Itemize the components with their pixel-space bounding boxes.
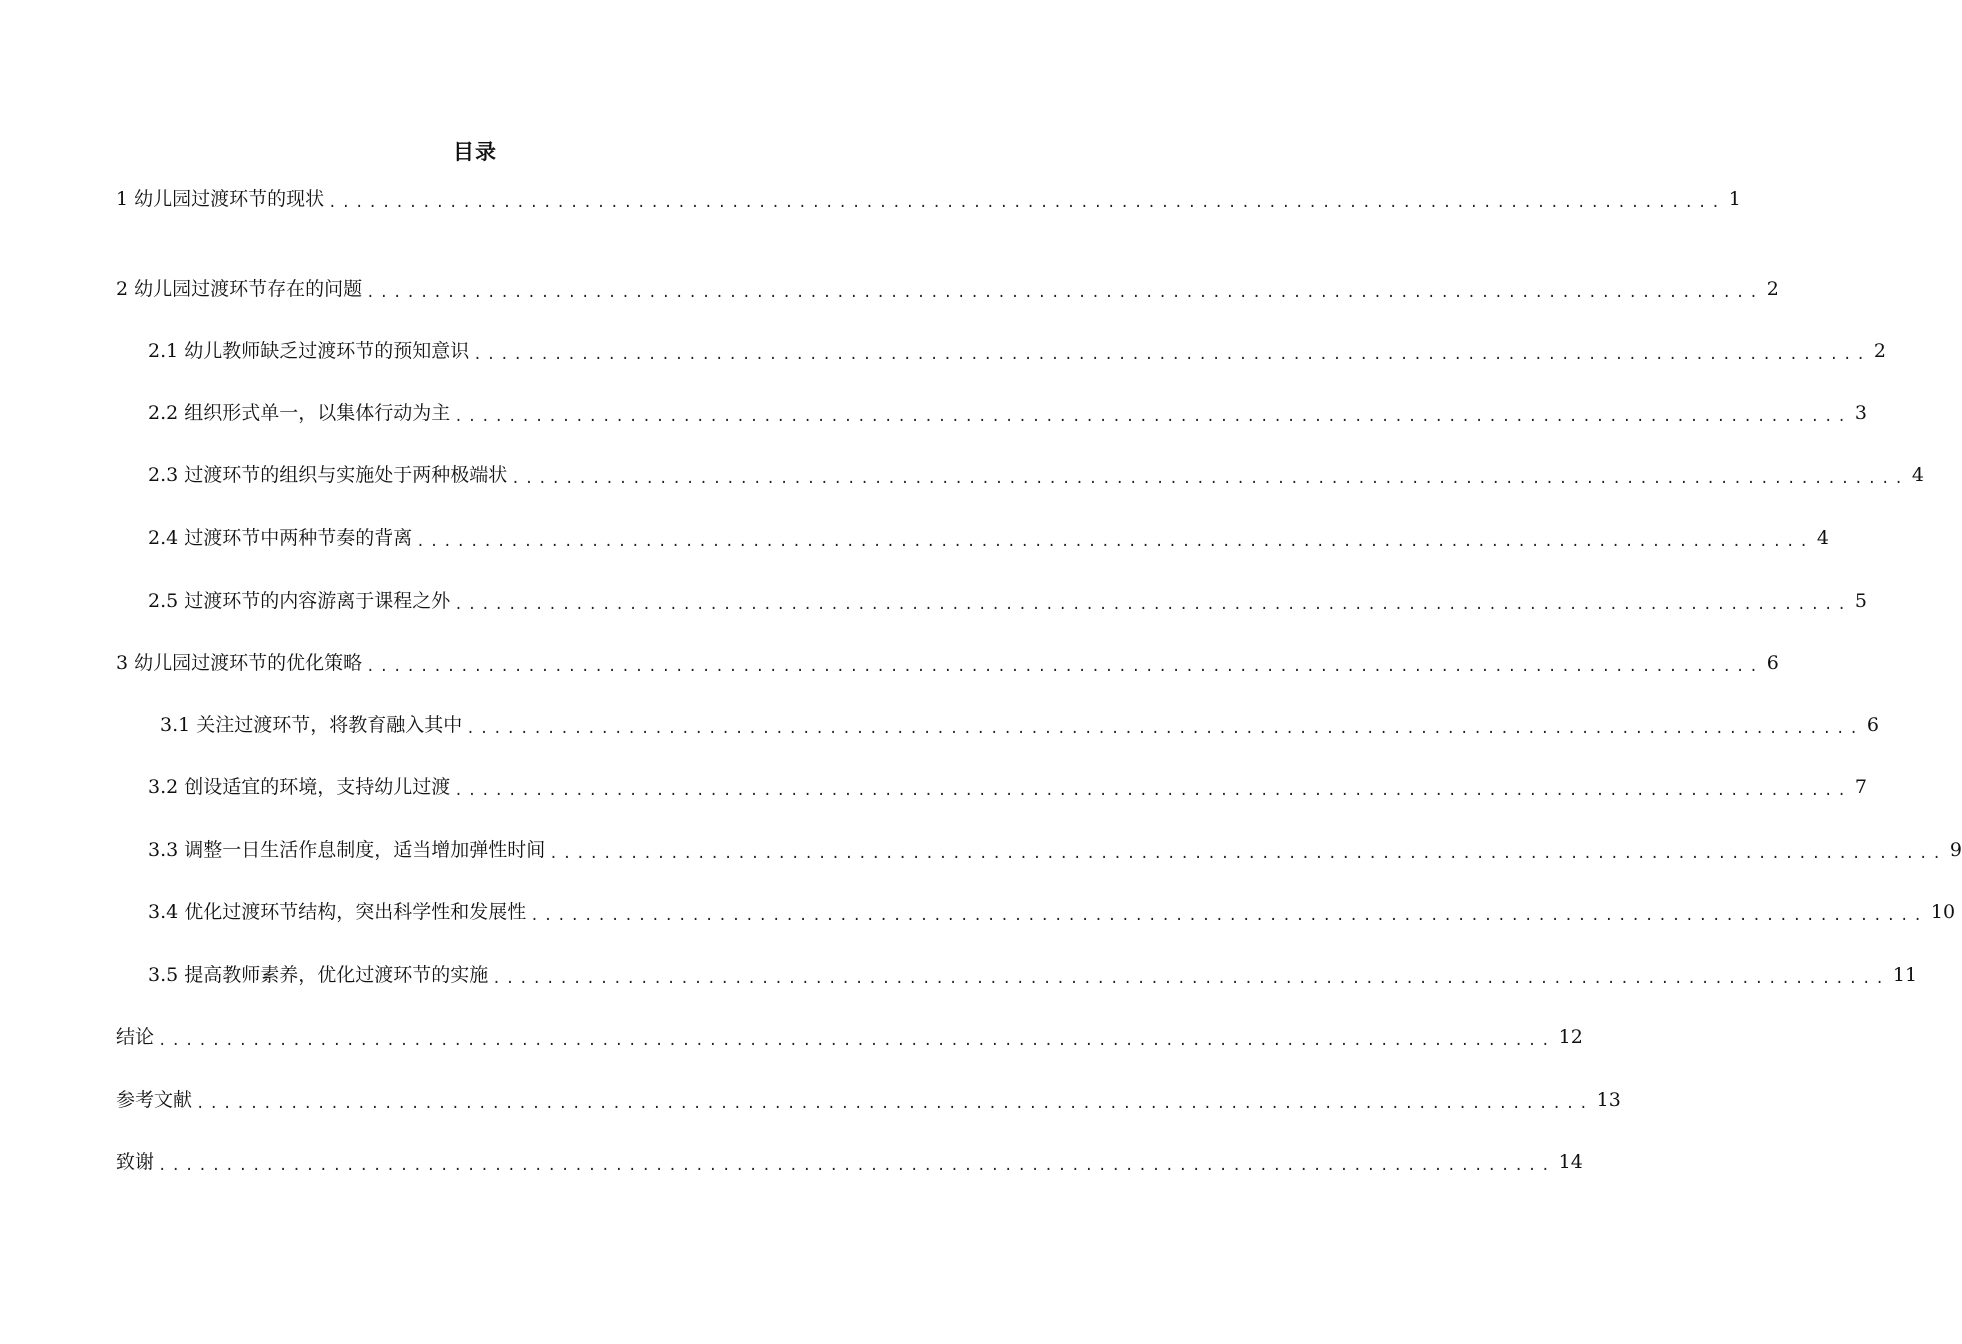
- dot-leader: ........................................................................................................: [473, 347, 1870, 363]
- toc-entry-label: 2.4 过渡环节中两种节奏的背离: [148, 527, 413, 549]
- dot-leader: ........................................................................................................: [416, 534, 1813, 550]
- toc-entry-label: 3.4 优化过渡环节结构，突出科学性和发展性: [148, 901, 527, 923]
- toc-entry-page: 3: [1854, 402, 1867, 424]
- toc-entry-page: 10: [1930, 901, 1956, 923]
- toc-entry-3-5[interactable]: [148, 958, 1918, 992]
- toc-entry-page: 12: [1558, 1026, 1583, 1048]
- toc-entry-label: 2.3 过渡环节的组织与实施处于两种极端状: [148, 464, 508, 486]
- toc-entry-references[interactable]: [116, 1083, 1621, 1117]
- toc-entry-label: 3.2 创设适宜的环境，支持幼儿过渡: [148, 776, 451, 798]
- toc-entry-page: 14: [1558, 1151, 1583, 1173]
- toc-entry-page: 9: [1949, 839, 1962, 861]
- toc-entry-page: 11: [1892, 964, 1918, 986]
- toc-entry-label: 2 幼儿园过渡环节存在的问题: [116, 278, 363, 300]
- toc-entry-2-3[interactable]: [148, 458, 1924, 492]
- dot-leader: ........................................................................................................: [454, 597, 1851, 613]
- toc-entry-3-3[interactable]: [148, 833, 1962, 867]
- toc-entry-label: 参考文献: [116, 1089, 193, 1111]
- toc-entry-page: 1: [1728, 188, 1741, 210]
- dot-leader: ........................................................................................................: [549, 846, 1946, 862]
- toc-entry-2-1[interactable]: [148, 334, 1886, 368]
- dot-leader: ........................................................................................................: [366, 285, 1763, 301]
- toc-entry-3-4[interactable]: [148, 895, 1956, 929]
- dot-leader: ........................................................................................................: [530, 908, 1927, 924]
- toc-entry-label: 2.1 幼儿教师缺乏过渡环节的预知意识: [148, 340, 470, 362]
- toc-entry-2-4[interactable]: [148, 521, 1829, 555]
- page-title: 目录: [453, 139, 497, 164]
- dot-leader: ........................................................................................................: [158, 1033, 1555, 1049]
- dot-leader: ........................................................................................................: [366, 659, 1763, 675]
- toc-entry-3-1[interactable]: [160, 708, 1879, 742]
- toc-entry-acknowledgements[interactable]: [116, 1145, 1583, 1179]
- toc-entry-page: 4: [1911, 464, 1924, 486]
- toc-entry-label: 结论: [116, 1026, 155, 1048]
- toc-entry-2-5[interactable]: [148, 584, 1867, 618]
- toc-entry-page: 2: [1766, 278, 1779, 300]
- toc-entry-2-2[interactable]: [148, 396, 1867, 430]
- toc-entry-page: 6: [1766, 652, 1779, 674]
- toc-entry-3[interactable]: [116, 646, 1779, 680]
- toc-entry-label: 3 幼儿园过渡环节的优化策略: [116, 652, 363, 674]
- toc-entry-page: 7: [1854, 776, 1867, 798]
- dot-leader: ........................................................................................................: [158, 1158, 1555, 1174]
- toc-entry-page: 2: [1873, 340, 1886, 362]
- dot-leader: ........................................................................................................: [511, 471, 1908, 487]
- toc-entry-page: 4: [1816, 527, 1829, 549]
- dot-leader: ........................................................................................................: [196, 1096, 1593, 1112]
- dot-leader: ........................................................................................................: [328, 195, 1725, 211]
- toc-entry-1[interactable]: [116, 182, 1741, 216]
- toc-entry-label: 致谢: [116, 1151, 155, 1173]
- toc-entry-conclusion[interactable]: [116, 1020, 1583, 1054]
- toc-entry-label: 3.3 调整一日生活作息制度，适当增加弹性时间: [148, 839, 546, 861]
- dot-leader: ........................................................................................................: [466, 721, 1863, 737]
- toc-entry-label: 3.5 提高教师素养，优化过渡环节的实施: [148, 964, 489, 986]
- dot-leader: ........................................................................................................: [454, 783, 1851, 799]
- dot-leader: ........................................................................................................: [454, 409, 1851, 425]
- toc-entry-page: 13: [1596, 1089, 1621, 1111]
- toc-entry-label: 1 幼儿园过渡环节的现状: [116, 188, 325, 210]
- toc-entry-label: 2.2 组织形式单一，以集体行动为主: [148, 402, 451, 424]
- toc-entry-2[interactable]: [116, 272, 1779, 306]
- dot-leader: ........................................................................................................: [492, 971, 1889, 987]
- toc-entry-page: 6: [1866, 714, 1879, 736]
- toc-entry-page: 5: [1854, 590, 1867, 612]
- toc-entry-label: 3.1 关注过渡环节，将教育融入其中: [160, 714, 463, 736]
- toc-entry-label: 2.5 过渡环节的内容游离于课程之外: [148, 590, 451, 612]
- toc-entry-3-2[interactable]: [148, 770, 1867, 804]
